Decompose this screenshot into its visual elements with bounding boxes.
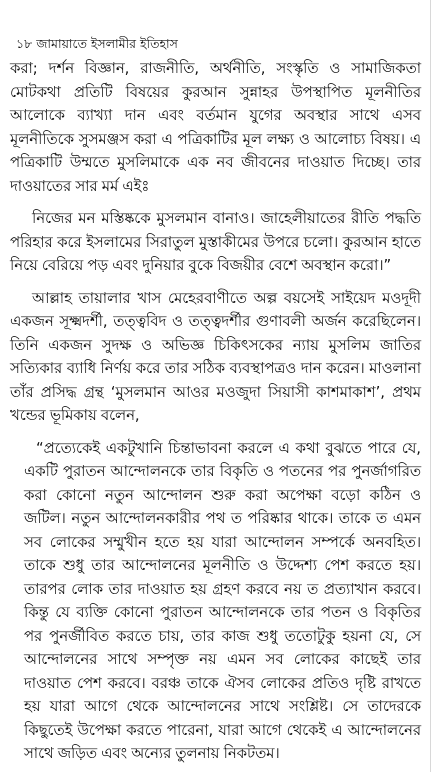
paragraph-3: আল্লাহ তায়ালার খাস মেহেরবাণীতে অল্প বয়সেই সাইয়েদ মওদূদী একজন সূক্ষ্মদর্শী, তত্ত্ববিদ ও তত্ত্বদর্শীর গুণাবলী অর্জন করেছিলেন। তিনি একজন সুদক্ষ ও অভিজ্ঞ চিকিৎসকের ন্যায় মুসলিম জাতির সত্যিকার ব্যাধি নির্ণয় করে তার সঠিক ব্যবস্থাপত্রও দান করেন। মাওলানা তাঁর প্রসিদ্ধ গ্রন্থ ‘মুসলমান আওর মওজুদা সিয়াসী কাশমাকাশ’, প্রথম খন্ডের ভূমিকায় বলেন, <box>10 289 421 424</box>
paragraph-1: করা; দর্শন বিজ্ঞান, রাজনীতি, অর্থনীতি, সংস্কৃতি ও সামাজিকতা মোটকথা প্রতিটি বিষয়ের কুরআন সুন্নাহর উপস্থাপিত মূলনীতির আলোকে ব্যাখ্যা দান এবং বর্তমান যুগের অবস্থার সাথে এসব মূলনীতিকে সুসমঞ্জস করা এ পত্রিকাটির মূল লক্ষ্য ও আলোচ্য বিষয়। এ পত্রিকাটি উম্মতে মুসলিমাকে এক নব জীবনের দাওয়াত দিচ্ছে। তার দাওয়াতের সার মর্ম এইঃ <box>10 60 421 195</box>
running-head: ১৮ জামায়াতে ইসলামীর ইতিহাস <box>16 36 178 51</box>
quoted-paragraph: “প্রত্যেকেই একটুখানি চিন্তাভাবনা করলে এ কথা বুঝতে পারে যে, একটি পুরাতন আন্দোলনকে তার বিকৃতি ও পতনের পর পুনর্জাগরিত করা কোনো নতুন আন্দোলন শুরু করা অপেক্ষা বড়ো কঠিন ও জটিল। নতুন আন্দোলনকারীর পথ ত পরিষ্কার থাকে। তাকে ত এমন সব লোকের সম্মুখীন হতে হয় যারা আন্দোলন সম্পর্কে অনবহিত। তাকে শুধু তার আন্দোলনের মূলনীতি ও উদ্দেশ্য পেশ করতে হয়। তারপর লোক তার দাওয়াত হয় গ্রহণ করবে নয় ত প্রত্যাখান করবে। কিন্তু যে ব্যক্তি কোনো পুরাতন আন্দোলনকে তার পতন ও বিকৃতির পর পুনর্জীবিত করতে চায়, তার কাজ শুধু ততোটুকু হয়না যে, সে আন্দোলনের সাথে সম্পৃক্ত নয় এমন সব লোকের কাছেই তার দাওয়াত পেশ করবে। বরঞ্চ তাকে ঐসব লোকের প্রতিও দৃষ্টি রাখতে হয় যারা আগে থেকে আন্দোলনের সাথে সংশ্লিষ্ট। সে তাদেরকে কিছুতেই উপেক্ষা করতে পারেনা, যারা আগে থেকেই এ আন্দোলনের সাথে জড়িত এবং অন্যের তুলনায় নিকটতম। <box>24 439 421 762</box>
paragraph-2: নিজের মন মস্তিষ্ককে মুসলমান বানাও। জাহেলীয়াতের রীতি পদ্ধতি পরিহার করে ইসলামের সিরাতুল মুস্তাকীমের উপরে চলো। কুরআন হাতে নিয়ে বেরিয়ে পড় এবং দুনিয়ার বুকে বিজয়ীর বেশে অবস্থান করো।” <box>10 210 421 274</box>
